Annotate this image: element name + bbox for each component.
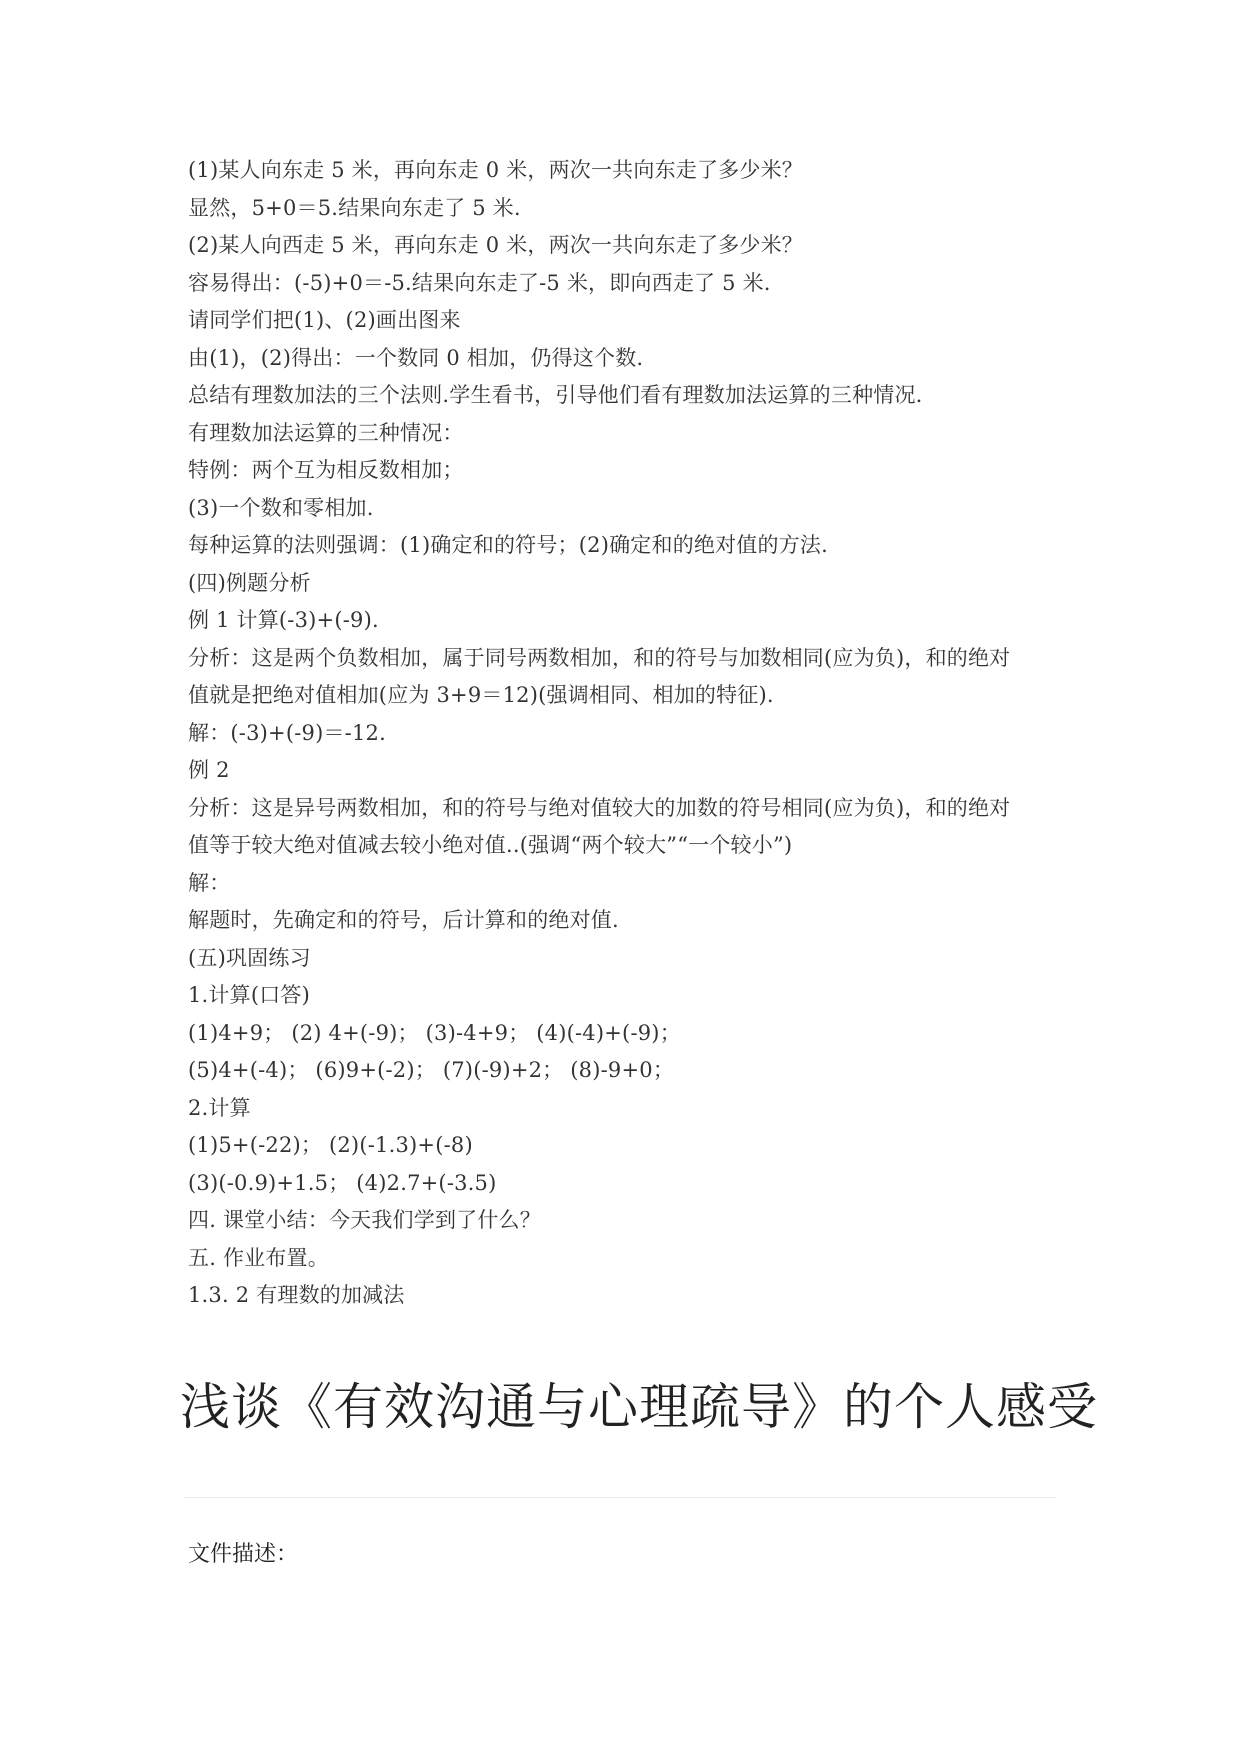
article-title: 浅谈《有效沟通与心理疏导》的个人感受 xyxy=(180,1378,1098,1436)
text-line: 值就是把绝对值相加(应为 3+9＝12)(强调相同、相加的特征). xyxy=(188,683,774,707)
section-heading: (五)巩固练习 xyxy=(188,945,311,970)
text-line: 分析：这是两个负数相加，属于同号两数相加，和的符号与加数相同(应为负)，和的绝对 xyxy=(188,645,1011,670)
file-description-label: 文件描述： xyxy=(188,1542,299,1567)
text-line: (3)(-0.9)+1.5； (4)2.7+(-3.5) xyxy=(188,1170,497,1195)
text-line: 解：(-3)+(-9)＝-12. xyxy=(188,720,386,745)
text-line: (1)某人向东走 5 米，再向东走 0 米，两次一共向东走了多少米？ xyxy=(188,158,803,182)
text-line: 特例：两个互为相反数相加； xyxy=(188,458,464,482)
text-line: (1)5+(-22)； (2)(-1.3)+(-8) xyxy=(188,1133,473,1157)
text-line: 分析：这是异号两数相加，和的符号与绝对值较大的加数的符号相同(应为负)，和的绝对 xyxy=(188,795,1011,820)
divider xyxy=(183,1497,1056,1498)
text-line: 1.计算(口答) xyxy=(188,983,311,1007)
text-line: 四. 课堂小结：今天我们学到了什么？ xyxy=(188,1208,541,1232)
text-line: 有理数加法运算的三种情况： xyxy=(188,420,464,445)
text-line: 总结有理数加法的三个法则.学生看书，引导他们看有理数加法运算的三种情况. xyxy=(188,383,923,407)
text-line: 1.3. 2 有理数的加减法 xyxy=(188,1283,405,1307)
text-line: (5)4+(-4)； (6)9+(-2)； (7)(-9)+2； (8)-9+0； xyxy=(188,1058,675,1082)
text-line: 例 2 xyxy=(188,758,230,782)
text-line: (3)一个数和零相加. xyxy=(188,495,374,520)
document-body xyxy=(188,152,1050,1315)
text-line: 每种运算的法则强调：(1)确定和的符号；(2)确定和的绝对值的方法. xyxy=(188,533,828,557)
text-line: 容易得出：(-5)+0＝-5.结果向东走了-5 米，即向西走了 5 米. xyxy=(188,270,771,295)
text-line: 值等于较大绝对值减去较小绝对值..(强调“两个较大”“一个较小”) xyxy=(188,833,793,857)
text-line: (2)某人向西走 5 米，再向东走 0 米，两次一共向东走了多少米？ xyxy=(188,233,803,257)
text-line: 例 1 计算(-3)+(-9). xyxy=(188,608,379,632)
text-line: 请同学们把(1)、(2)画出图来 xyxy=(188,308,461,332)
text-line: (1)4+9； (2) 4+(-9)； (3)-4+9； (4)(-4)+(-9)； xyxy=(188,1020,681,1045)
text-line: 解： xyxy=(188,870,231,895)
text-line: 2.计算 xyxy=(188,1095,251,1120)
text-line: 五. 作业布置。 xyxy=(188,1245,329,1270)
text-line: 显然，5+0＝5.结果向东走了 5 米. xyxy=(188,195,521,220)
text-line: 解题时，先确定和的符号，后计算和的绝对值. xyxy=(188,908,619,932)
section-heading: (四)例题分析 xyxy=(188,570,311,595)
text-line: 由(1)，(2)得出：一个数同 0 相加，仍得这个数. xyxy=(188,345,644,370)
